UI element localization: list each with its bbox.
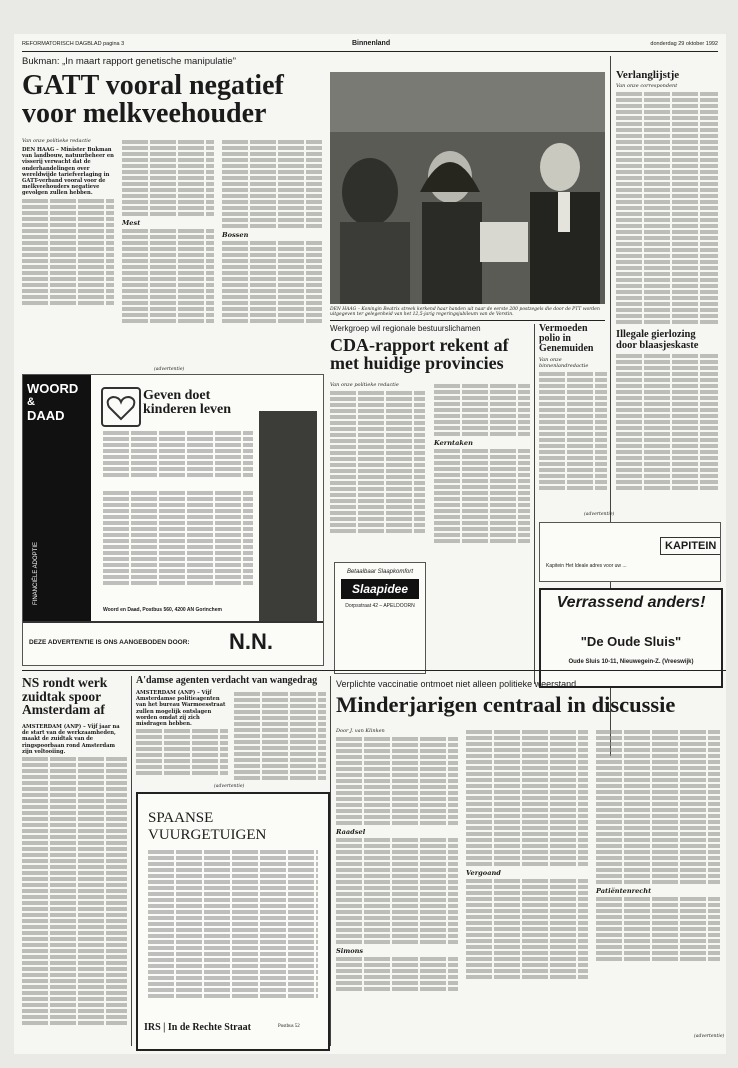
oude-sluis-name: "De Oude Sluis": [580, 634, 682, 649]
gatt-column-1: [22, 138, 114, 307]
slaapidee-address: Dorpsstraat 42 – APELDOORN: [345, 603, 415, 609]
illegaal-title: Illegale gierlozing door blaasjeskaste: [616, 329, 699, 351]
page-header: [22, 39, 718, 52]
ad-sponsor: N.N.: [229, 629, 273, 654]
wangedrag-lead: AMSTERDAM (ANP) – Vijf Amsterdamse politieagenten van het bureau Warmoesstraat zullen mogelijk ontslagen worden omdat zij zich misdragen hebben.: [136, 690, 226, 728]
woord-headline: Geven doet kinderen leven: [143, 388, 232, 417]
section-title: Binnenland: [352, 40, 391, 47]
vacc-sub-simons: Simons: [336, 947, 364, 955]
spaanse-vuurgetuigen-ad: [136, 792, 330, 1051]
cda-sub-kerntaken: Kerntaken: [434, 439, 473, 447]
gatt-column-2: [122, 138, 214, 325]
logo-daad: DAAD: [27, 408, 65, 423]
ad-slogan: DEZE ADVERTENTIE IS ONS AANGEBODEN DOOR:: [29, 639, 190, 646]
spaanse-headline: SPAANSE VUURGETUIGEN: [148, 810, 267, 843]
wangedrag-body: [136, 690, 228, 777]
cda-headline: CDA-rapport rekent af met huidige provincies: [330, 335, 509, 373]
ns-article-body: [22, 724, 127, 1027]
gatt-lead: DEN HAAG – Minister Bukman van landbouw, natuurbeheer en visserij verwacht dat de onderhandelingen over wereldwijde tariefverlaging in GATT-verband vooral voor de melkveehouders negatieve gevolgen zullen hebben.: [22, 147, 114, 197]
de-oude-sluis-ad: [539, 588, 723, 688]
gatt-sub-bossen: Bossen: [222, 231, 249, 239]
oude-sluis-address: Oude Sluis 10-11, Nieuwegein-Z. (Vreeswijk): [568, 659, 694, 665]
ns-lead: AMSTERDAM (ANP) – Vijf jaar na de start van de werkzaamheden, maakt de zuidtak van de ringspoorbaan rond Amsterdam zijn voltooiing.: [22, 724, 120, 755]
beatrix-photo: [330, 72, 605, 304]
vacc-headline: Minderjarigen centraal in discussie: [336, 692, 676, 717]
heart-icon: [101, 387, 141, 427]
verlanglijst-title: Verlanglijstje: [616, 69, 680, 81]
adoption-side-label: FINANCIËLE ADOPTIE: [33, 541, 39, 605]
cda-byline: Van onze politieke redactie: [330, 382, 399, 388]
paper-name: REFORMATORISCH DAGBLAD pagina 3: [22, 41, 125, 47]
kapitein-logo: KAPITEIN: [660, 537, 721, 555]
kapitein-ad: [539, 522, 721, 582]
gatt-headline: GATT vooral negatief voor melkveehouder: [22, 70, 284, 129]
slaapidee-tagline: Betaalbaar Slaapkomfort: [346, 569, 414, 575]
logo-amp: &: [27, 396, 35, 408]
verlanglijst-article: [616, 70, 718, 492]
irs-address: Postbus 52: [278, 1024, 300, 1029]
woord-address: Woord en Daad, Postbus 560, 4200 AN Gorinchem: [103, 607, 222, 613]
cda-kicker: Werkgroep wil regionale bestuurslichamen: [330, 324, 481, 333]
cda-column-2: [434, 382, 530, 545]
page-date: donderdag 29 oktober 1992: [650, 41, 718, 47]
advertentie-label-4: (advertentie): [694, 1034, 725, 1039]
logo-woord: WOORD: [27, 381, 79, 396]
verlanglijst-byline: Van onze correspondent: [616, 83, 678, 89]
vacc-kicker: Verplichte vaccinatie ontmoet niet alleen politieke weerstand: [336, 679, 577, 689]
wangedrag-headline: A'damse agenten verdacht van wangedrag: [136, 675, 318, 686]
slaapidee-ad: [334, 562, 426, 674]
advertentie-label-1: (advertentie): [154, 367, 185, 372]
gatt-sub-mest: Mest: [122, 219, 141, 227]
photo-caption: DEN HAAG – Koningin Beatrix streek kerkend haar handen uit naar de eerste 200 postzegels die door de PTT worden uitgegeven ter gelegenheid van het 12,5-jarig regeringsjubileum van de Vorstin.: [330, 307, 600, 318]
gatt-column-3: [222, 138, 322, 325]
vacc-sub-raadsel: Raadsel: [336, 828, 366, 836]
vacc-sub-patientenrecht: Patiëntenrecht: [596, 887, 652, 895]
gatt-kicker: Bukman: „In maart rapport genetische manipulatie”: [22, 56, 236, 67]
vacc-column-1: [336, 728, 458, 993]
photo-scene: [330, 72, 605, 304]
woord-en-daad-logo-panel: [23, 375, 91, 621]
vacc-column-2: [466, 728, 588, 981]
kapitein-slogan: Kapitein Het Ideale adres voor uw ...: [546, 563, 627, 569]
polio-title: Vermoeden polio in Genemuiden: [539, 323, 594, 354]
polio-article: [539, 324, 607, 492]
vacc-sub-vergoand: Vergoand: [466, 869, 501, 877]
irs-logo: IRS | In de Rechte Straat: [144, 1022, 251, 1033]
vacc-column-3: [596, 728, 720, 963]
vacc-byline: Door J. van Klinken: [336, 728, 385, 734]
advertentie-label-3: (advertentie): [214, 784, 245, 789]
advertentie-label-2: (advertentie): [584, 512, 615, 517]
child-photo: [259, 411, 317, 621]
cda-column-1: [330, 382, 425, 535]
polio-byline: Van onze binnenlandredactie: [539, 357, 589, 369]
gatt-byline: Van onze politieke redactie: [22, 138, 91, 144]
woord-en-daad-ad: [22, 374, 324, 666]
slaapidee-brand: Slaapidee: [341, 579, 419, 599]
verrassend-title: Verrassend anders!: [556, 594, 706, 611]
newspaper-page: [14, 34, 726, 1054]
ns-headline: NS rondt werk zuidtak spoor Amsterdam af: [22, 675, 108, 717]
